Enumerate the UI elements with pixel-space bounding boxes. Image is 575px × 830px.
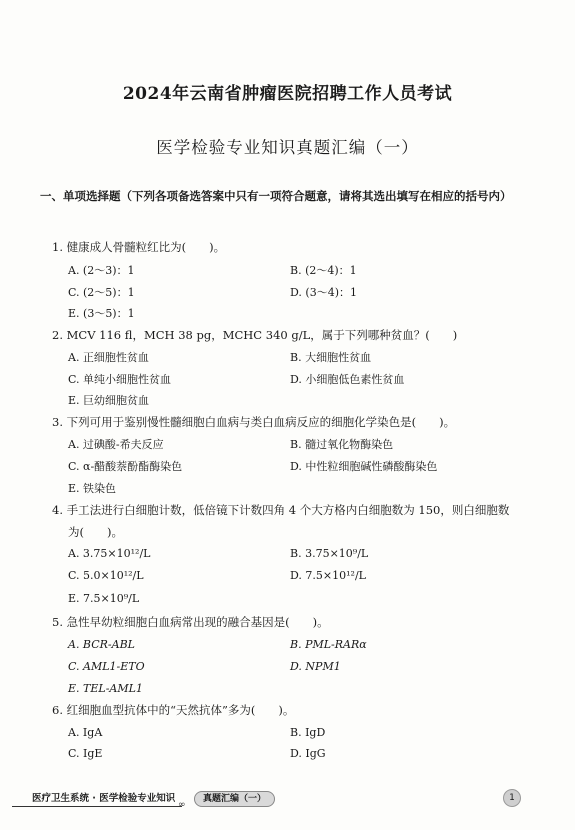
option-1e: E. (3～5)：1 bbox=[68, 307, 135, 320]
option-1d: D. (3～4)：1 bbox=[290, 286, 357, 299]
option-6c: C. IgE bbox=[68, 747, 103, 760]
option-2a: A. 正细胞性贫血 bbox=[68, 351, 149, 364]
option-6b: B. IgD bbox=[290, 726, 326, 739]
option-3e: E. 铁染色 bbox=[68, 482, 117, 495]
question-4-line1: 4. 手工法进行白细胞计数，低倍镜下计数四角 4 个大方格内白细胞数为 150，则白细胞数 bbox=[52, 503, 510, 517]
question-3: 3. 下列可用于鉴别慢性髓细胞白血病与类白血病反应的细胞化学染色是( )。 bbox=[52, 415, 456, 429]
option-5e: E. TEL-AML1 bbox=[68, 682, 143, 695]
option-4b: B. 3.75×10⁹/L bbox=[290, 547, 369, 560]
question-4-line2: 为( )。 bbox=[68, 525, 123, 539]
footer-series: 医疗卫生系统 · 医学检验专业知识 bbox=[32, 793, 176, 804]
option-5d: D. NPM1 bbox=[290, 660, 341, 673]
footer-divider bbox=[12, 806, 182, 807]
option-1b: B. (2～4)：1 bbox=[290, 264, 357, 277]
option-3d: D. 中性粒细胞碱性磷酸酶染色 bbox=[290, 460, 438, 473]
option-5c: C. AML1-ETO bbox=[68, 660, 145, 673]
option-3c: C. α-醋酸萘酚酯酶染色 bbox=[68, 460, 183, 473]
footer-badge: 真题汇编（一） bbox=[194, 791, 275, 807]
option-2d: D. 小细胞低色素性贫血 bbox=[290, 373, 405, 386]
option-2e: E. 巨幼细胞贫血 bbox=[68, 394, 150, 407]
option-5b: B. PML-RARα bbox=[290, 638, 367, 651]
section-heading: 一、单项选择题（下列各项备选答案中只有一项符合题意，请将其选出填写在相应的括号内） bbox=[40, 189, 512, 203]
option-3b: B. 髓过氧化物酶染色 bbox=[290, 438, 394, 451]
question-5: 5. 急性早幼粒细胞白血病常出现的融合基因是( )。 bbox=[52, 615, 329, 629]
option-1c: C. (2～5)：1 bbox=[68, 286, 135, 299]
option-4d: D. 7.5×10¹²/L bbox=[290, 569, 366, 582]
exam-title: 2024年云南省肿瘤医院招聘工作人员考试 bbox=[122, 84, 453, 104]
question-1: 1. 健康成人骨髓粒红比为( )。 bbox=[52, 240, 226, 254]
option-4c: C. 5.0×10¹²/L bbox=[68, 569, 144, 582]
option-2b: B. 大细胞性贫血 bbox=[290, 351, 372, 364]
option-2c: C. 单纯小细胞性贫血 bbox=[68, 373, 172, 386]
page-number: 1 bbox=[503, 789, 521, 807]
option-6a: A. IgA bbox=[68, 726, 103, 739]
option-6d: D. IgG bbox=[290, 747, 326, 760]
option-1a: A. (2～3)：1 bbox=[68, 264, 135, 277]
question-2: 2. MCV 116 fl，MCH 38 pg，MCHC 340 g/L，属于下列哪种贫血？( ) bbox=[52, 328, 458, 342]
page-footer bbox=[0, 786, 575, 816]
question-6: 6. 红细胞血型抗体中的“天然抗体”多为( )。 bbox=[52, 703, 295, 717]
footer-ornament-icon: ∞ bbox=[178, 800, 186, 810]
option-4e: E. 7.5×10⁹/L bbox=[68, 592, 140, 605]
exam-subtitle: 医学检验专业知识真题汇编（一） bbox=[156, 138, 419, 157]
option-3a: A. 过碘酸-希夫反应 bbox=[68, 438, 164, 451]
option-4a: A. 3.75×10¹²/L bbox=[68, 547, 151, 560]
option-5a: A. BCR-ABL bbox=[68, 638, 135, 651]
